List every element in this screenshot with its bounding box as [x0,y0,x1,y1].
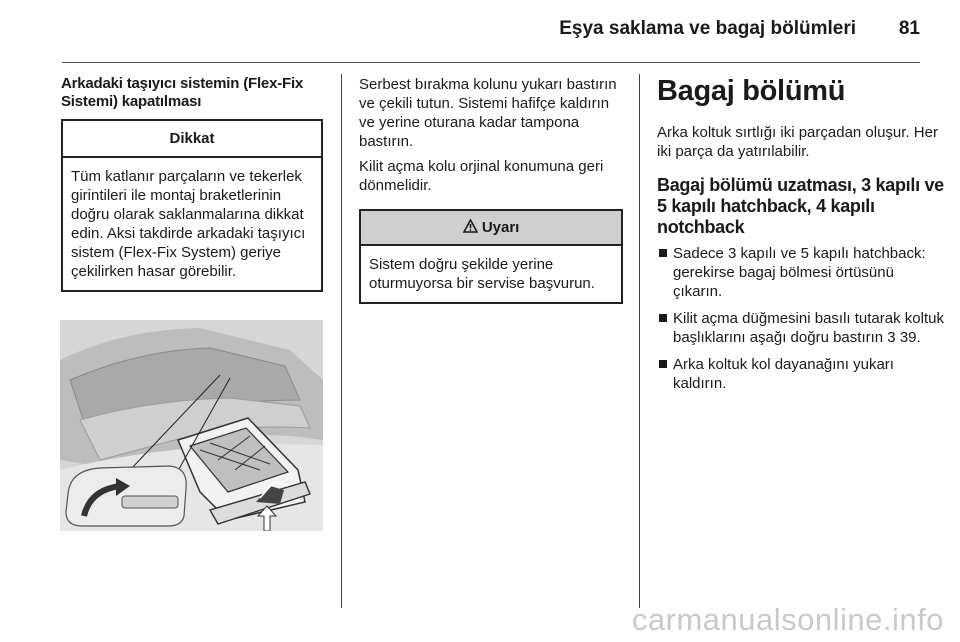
caution-text: Tüm katlanır parçaların ve tekerlek girintileri ile montaj braketlerinin doğru olarak saklanmalarına dikkat edin. Aksi takdirde arkadaki taşıyıcı sistem (Flex-Fix System) geriye çekilirken hasar görebilir. [71,168,306,280]
warning-triangle-icon [463,219,482,236]
release-lever-paragraph: Serbest bırakma kolunu yukarı bastırın ve çekili tutun. Sistemi hafifçe kaldırın ve yerine oturana kadar tampona bastırın. [359,76,617,150]
lever-return-paragraph: Kilit açma kolu orjinal konumuna geri dönmelidir. [359,158,604,194]
warning-header [361,211,621,246]
column-divider-1 [341,74,342,608]
caution-title: Dikkat [63,121,321,158]
page-header [62,0,920,63]
column-divider-2 [639,74,640,608]
flexfix-illustration [60,320,323,531]
warning-text: Sistem doğru şekilde yerine oturmuyorsa bir servise başvurun. [369,256,595,292]
section-intro: Arka koltuk sırtlığı iki parçadan oluşur. Her iki parça da yatırılabilir. [657,124,938,160]
subsection-title: Bagaj bölümü uzatması, 3 kapılı ve 5 kapılı hatchback, 4 kapılı notchback [657,175,944,237]
column-right [657,75,947,401]
warning-title: Uyarı [481,219,520,236]
bullet-square-icon [659,314,667,322]
page-number: 81 [898,18,920,39]
section-title: Bagaj bölümü [657,75,846,107]
caution-box [61,119,323,292]
page-reference-symbol: 3 [887,329,896,346]
bullet-square-icon [659,249,667,257]
bullet-square-icon [659,360,667,368]
header-title: Eşya saklama ve bagaj bölümleri [559,18,856,39]
warning-box [359,209,623,304]
column-left [61,75,323,292]
column-middle [359,75,623,304]
instruction-list [657,244,947,393]
list-item: Kilit açma düğmesini basılı tutarak koltuk başlıklarını aşağı doğru bastırın 3 39. [657,309,947,347]
list-item: Sadece 3 kapılı ve 5 kapılı hatchback: gerekirse bagaj bölmesi örtüsünü çıkarın. [657,244,947,301]
watermark: carmanualsonline.info [631,602,944,637]
page-reference-link[interactable]: 39. [899,329,921,346]
list-item: Arka koltuk kol dayanağını yukarı kaldırın. [657,355,947,393]
flexfix-closing-heading: Arkadaki taşıyıcı sistemin (Flex-Fix Sistemi) kapatılması [61,75,304,110]
